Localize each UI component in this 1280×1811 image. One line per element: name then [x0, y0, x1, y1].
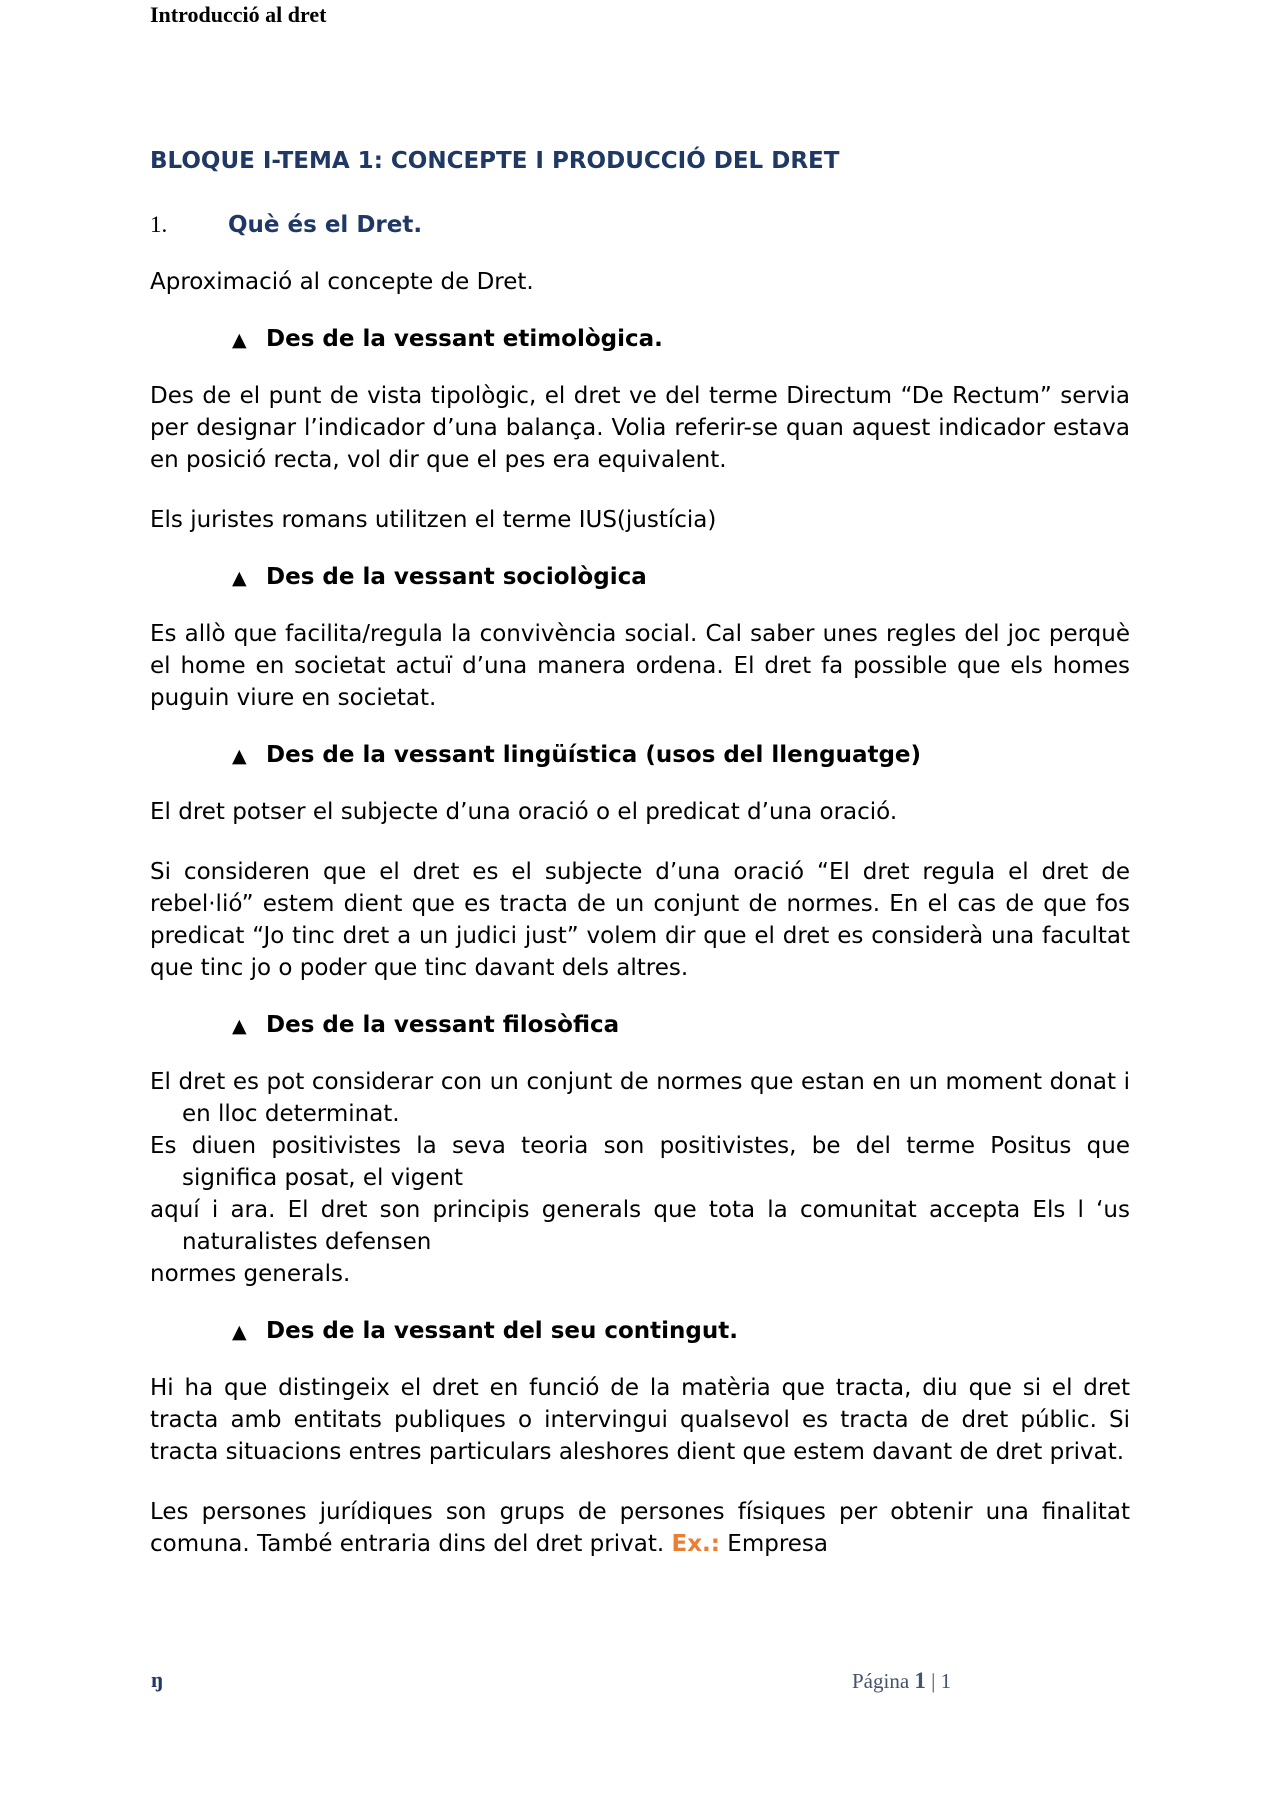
paragraph: Els juristes romans utilitzen el terme IUS(justícia) — [150, 507, 717, 533]
triangle-bullet-icon: ▲ — [232, 1321, 247, 1343]
page-separator: | — [931, 1669, 936, 1693]
subsection-heading-text: Des de la vessant filosòfica — [266, 1012, 620, 1038]
triangle-bullet-icon: ▲ — [232, 567, 247, 589]
header-title: Introducció al dret — [150, 2, 327, 27]
hanging-line: aquí i ara. El dret son principis generals que tota la comunitat accepta Els l ‘us naturalistes defensen — [150, 1197, 1130, 1255]
subsection-heading-text: Des de la vessant etimològica. — [266, 326, 663, 352]
hanging-line: Es diuen positivistes la seva teoria son positivistes, be del terme Positus que significa posat, el vigent — [150, 1133, 1130, 1191]
hanging-line: El dret es pot considerar con un conjunt de normes que estan en un moment donat i en lloc determinat. — [150, 1069, 1130, 1127]
section-heading — [150, 212, 1130, 238]
paragraph: El dret potser el subjecte d’una oració o el predicat d’una oració. — [150, 799, 898, 825]
total-pages: 1 — [940, 1669, 952, 1693]
footer-logo: ŋ — [151, 1667, 164, 1692]
paragraph: Es allò que facilita/regula la convivència social. Cal saber unes regles del joc perquè el home en societat actuï d’una manera ordena. El dret fa possible que els homes puguin viure en societat. — [150, 621, 1130, 711]
subsection-heading-text: Des de la vessant lingüística (usos del llenguatge) — [266, 742, 922, 768]
paragraph: Hi ha que distingeix el dret en funció de la matèria que tracta, diu que si el dret tracta amb entitats publiques o intervingui qualsevol es tracta de dret públic. Si tracta situacions entres particulars aleshores dient que estem davant de dret privat. — [150, 1375, 1130, 1465]
page-number: 1 — [914, 1668, 926, 1693]
hanging-paragraph-group — [150, 1066, 1130, 1290]
subsection-heading-sociologica — [150, 564, 1130, 590]
example-text: Empresa — [727, 1531, 828, 1557]
paragraph: Si consideren que el dret es el subjecte d’una oració “El dret regula el dret de rebel·lió” estem dient que es tracta de un conjunt de normes. En el cas de que fos predicat “Jo tinc dret a un judici just” volem dir que el dret es considerà una facultat que tinc jo o poder que tinc davant dels altres. — [150, 859, 1130, 981]
document-body — [150, 148, 1130, 1560]
paragraph-with-example — [150, 1496, 1130, 1560]
paragraph-text: Les persones jurídiques son grups de persones físiques per obtenir una finalitat comuna. També entraria dins del dret privat. — [150, 1499, 1130, 1557]
paragraph: Des de el punt de vista tipològic, el dret ve del terme Directum “De Rectum” servia per designar l’indicador d’una balança. Volia referir-se quan aquest indicador estava en posició recta, vol dir que el pes era equivalent. — [150, 383, 1130, 473]
subsection-heading-contingut — [150, 1318, 1130, 1344]
subsection-heading-linguistica — [150, 742, 1130, 768]
section-number: 1. — [150, 212, 168, 237]
subsection-heading-text: Des de la vessant del seu contingut. — [266, 1318, 738, 1344]
document-title: BLOQUE I-TEMA 1: CONCEPTE I PRODUCCIÓ DEL DRET — [150, 148, 840, 174]
triangle-bullet-icon: ▲ — [232, 1015, 247, 1037]
subsection-heading-filosofica — [150, 1012, 1130, 1038]
subsection-heading-etimologica — [150, 326, 1130, 352]
footer-page-number — [852, 1668, 951, 1694]
page-label: Página — [852, 1669, 910, 1693]
intro-paragraph: Aproximació al concepte de Dret. — [150, 269, 534, 295]
hanging-line: normes generals. — [150, 1261, 351, 1287]
example-label: Ex.: — [671, 1531, 720, 1557]
subsection-heading-text: Des de la vessant sociològica — [266, 564, 647, 590]
section-title: Què és el Dret. — [228, 212, 423, 238]
triangle-bullet-icon: ▲ — [232, 745, 247, 767]
triangle-bullet-icon: ▲ — [232, 329, 247, 351]
